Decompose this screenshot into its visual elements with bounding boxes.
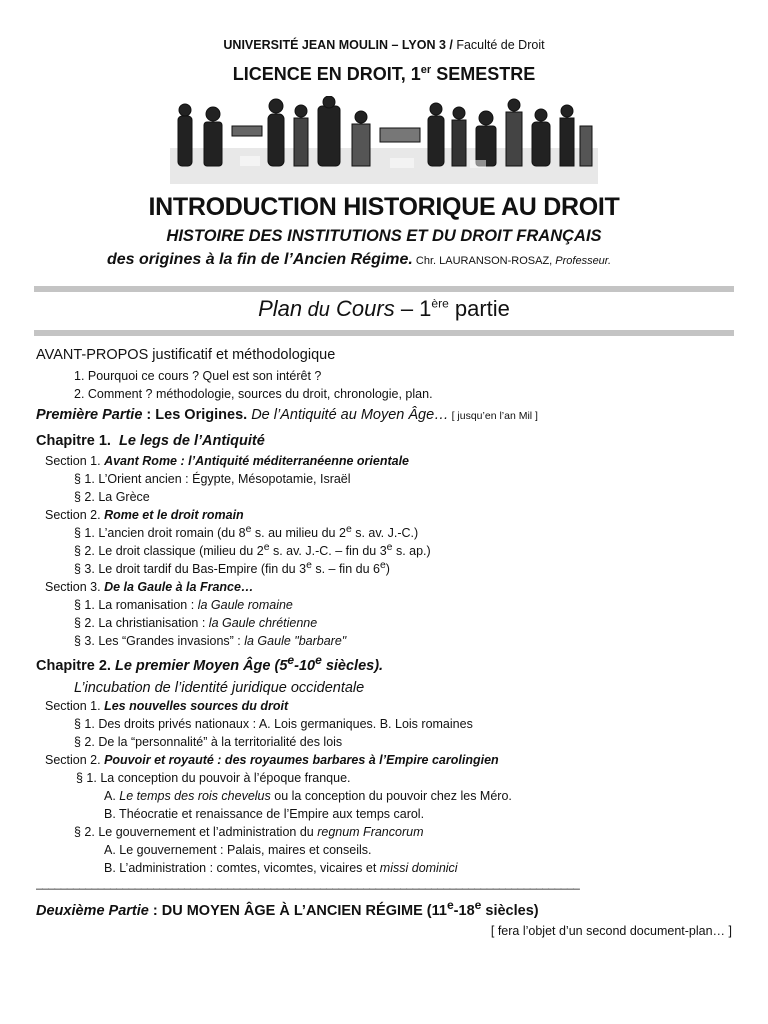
section-label: Section 2. [45, 753, 101, 767]
part2-note: [ fera l’objet d’un second document-plan… ] [490, 924, 732, 938]
plan-number: – 1 [394, 296, 432, 321]
text: § 1. L’ancien droit romain (du 8 [74, 526, 246, 540]
chapter2-subtitle: L’incubation de l’identité juridique occidentale [74, 680, 365, 696]
text: la Gaule romaine [197, 598, 293, 612]
part2-heading [36, 898, 539, 919]
text: ou la conception du pouvoir chez les Méro. [270, 789, 512, 803]
text: siècles). [321, 658, 384, 674]
text: -18 [453, 903, 475, 919]
sup: e [345, 523, 352, 535]
faculty-name: Faculté de Droit [456, 38, 545, 52]
licence-label: LICENCE EN DROIT, 1 [232, 64, 421, 84]
plan-tail: partie [448, 296, 510, 321]
text: la Gaule "barbare" [244, 634, 347, 648]
ch2-section1 [45, 699, 288, 713]
text: B. L’administration : comtes, vicomtes, vicaires et [104, 861, 380, 875]
university-header [0, 38, 768, 52]
paragraph-item [74, 634, 346, 648]
section-title: Pouvoir et royauté : des royaumes barbares à l’Empire carolingien [104, 753, 499, 767]
section-label: Section 3. [45, 580, 101, 594]
text: s. – fin du 6 [311, 562, 380, 576]
bottom-divider [34, 330, 734, 336]
text: § 2. Le droit classique (milieu du 2 [74, 544, 264, 558]
course-subtitle: HISTOIRE DES INSTITUTIONS ET DU DROIT FRANÇAIS [166, 227, 602, 245]
text: DU MOYEN ÂGE À L’ANCIEN RÉGIME (11 [161, 903, 447, 919]
section-label: Section 1. [45, 454, 101, 468]
paragraph-item: § 1. L’Orient ancien : Égypte, Mésopotamie, Israël [74, 472, 351, 486]
section-label: Section 1. [45, 699, 101, 713]
university-name: UNIVERSITÉ JEAN MOULIN – LYON 3 / [223, 38, 453, 52]
top-divider [34, 286, 734, 292]
plan-word: Plan [258, 296, 303, 321]
text: siècles) [481, 903, 539, 919]
part1-subtitle: De l’Antiquité au Moyen Âge… [247, 407, 449, 423]
author-name: Chr. LAURANSON-ROSAZ, [412, 255, 553, 267]
course-title: INTRODUCTION HISTORIQUE AU DROIT [148, 193, 620, 221]
text: s. av. J.-C.) [351, 526, 419, 540]
plan-heading [0, 296, 768, 322]
text: Le temps des rois chevelus [119, 789, 271, 803]
text: Le premier Moyen Âge (5 [114, 658, 288, 674]
paragraph-item [74, 616, 317, 630]
sub-item: A. Le gouvernement : Palais, maires et conseils. [104, 843, 372, 857]
medieval-frieze-illustration [170, 96, 598, 184]
ch1-section2 [45, 508, 244, 522]
text: missi dominici [379, 861, 458, 875]
text: § 2. La christianisation : [74, 616, 209, 630]
avant-propos-item: 2. Comment ? méthodologie, sources du droit, chronologie, plan. [74, 387, 433, 401]
sub-item: B. Théocratie et renaissance de l’Empire aux temps carol. [104, 807, 425, 821]
paragraph-item: § 2. La Grèce [74, 490, 150, 504]
text: § 1. La romanisation : [74, 598, 198, 612]
text: la Gaule chrétienne [208, 616, 318, 630]
ch1-section3 [45, 580, 253, 594]
sup: e [474, 898, 482, 913]
licence-sup: er [420, 64, 432, 76]
paragraph-item [74, 598, 293, 612]
part1-title: Les Origines. [155, 407, 248, 423]
chapter2-heading [36, 653, 384, 674]
paragraph-item: § 1. La conception du pouvoir à l’époque franque. [76, 771, 351, 785]
text: s. au milieu du 2 [251, 526, 346, 540]
part2-colon: : [148, 903, 162, 919]
part1-heading [36, 407, 538, 423]
text: § 2. Le gouvernement et l’administration du [74, 825, 318, 839]
sup: e [379, 559, 386, 571]
text: regnum Francorum [317, 825, 424, 839]
paragraph-item [74, 559, 390, 576]
sup: e [306, 559, 312, 571]
paragraph-item: § 2. De la “personnalité” à la territorialité des lois [74, 735, 343, 749]
separator-line: ________________________________________________________________________________________ [36, 876, 580, 890]
sub-item [104, 789, 512, 803]
ch2-section2 [45, 753, 499, 767]
part1-label: Première Partie [36, 407, 143, 423]
sup: e [386, 541, 393, 553]
sub-item [104, 861, 458, 875]
licence-tail: SEMESTRE [431, 64, 536, 84]
part1-colon: : [142, 407, 156, 423]
chapter2-label: Chapitre 2. [36, 658, 111, 674]
plan-du: du [302, 299, 330, 321]
course-period-line [107, 251, 611, 269]
sup: e [287, 653, 295, 668]
section-label: Section 2. [45, 508, 101, 522]
part2-label: Deuxième Partie [36, 903, 149, 919]
author-title: Professeur. [552, 255, 612, 267]
section-title: Avant Rome : l’Antiquité méditerranéenne orientale [104, 454, 409, 468]
course-period: des origines à la fin de l’Ancien Régime. [107, 251, 413, 268]
sup: e [263, 541, 270, 553]
chapter1-label: Chapitre 1. [36, 433, 111, 449]
plan-sup: ère [431, 296, 449, 311]
chapter1-heading [36, 433, 265, 449]
section-title: Les nouvelles sources du droit [104, 699, 289, 713]
text: A. [104, 789, 120, 803]
licence-title [0, 64, 768, 85]
text: s. ap.) [392, 544, 431, 558]
text: § 3. Le droit tardif du Bas-Empire (fin du 3 [74, 562, 307, 576]
paragraph-item [74, 541, 431, 558]
part1-note: [ jusqu’en l’an Mil ] [448, 410, 538, 422]
avant-propos-title: AVANT-PROPOS justificatif et méthodologique [36, 347, 336, 363]
section-title: Rome et le droit romain [104, 508, 244, 522]
text: ) [385, 562, 390, 576]
avant-propos-item: 1. Pourquoi ce cours ? Quel est son intérêt ? [74, 369, 322, 383]
paragraph-item [74, 825, 424, 839]
sup: e [245, 523, 252, 535]
sup: e [315, 653, 322, 668]
plan-cours: Cours [329, 296, 395, 321]
text: § 3. Les “Grandes invasions” : [74, 634, 245, 648]
chapter1-title: Le legs de l’Antiquité [119, 433, 265, 449]
section-title: De la Gaule à la France… [104, 580, 254, 594]
text: s. av. J.-C. – fin du 3 [269, 544, 387, 558]
text: -10 [294, 658, 316, 674]
ch1-section1 [45, 454, 409, 468]
paragraph-item [74, 523, 419, 540]
paragraph-item: § 1. Des droits privés nationaux : A. Lois germaniques. B. Lois romaines [74, 717, 473, 731]
sup: e [446, 898, 454, 913]
